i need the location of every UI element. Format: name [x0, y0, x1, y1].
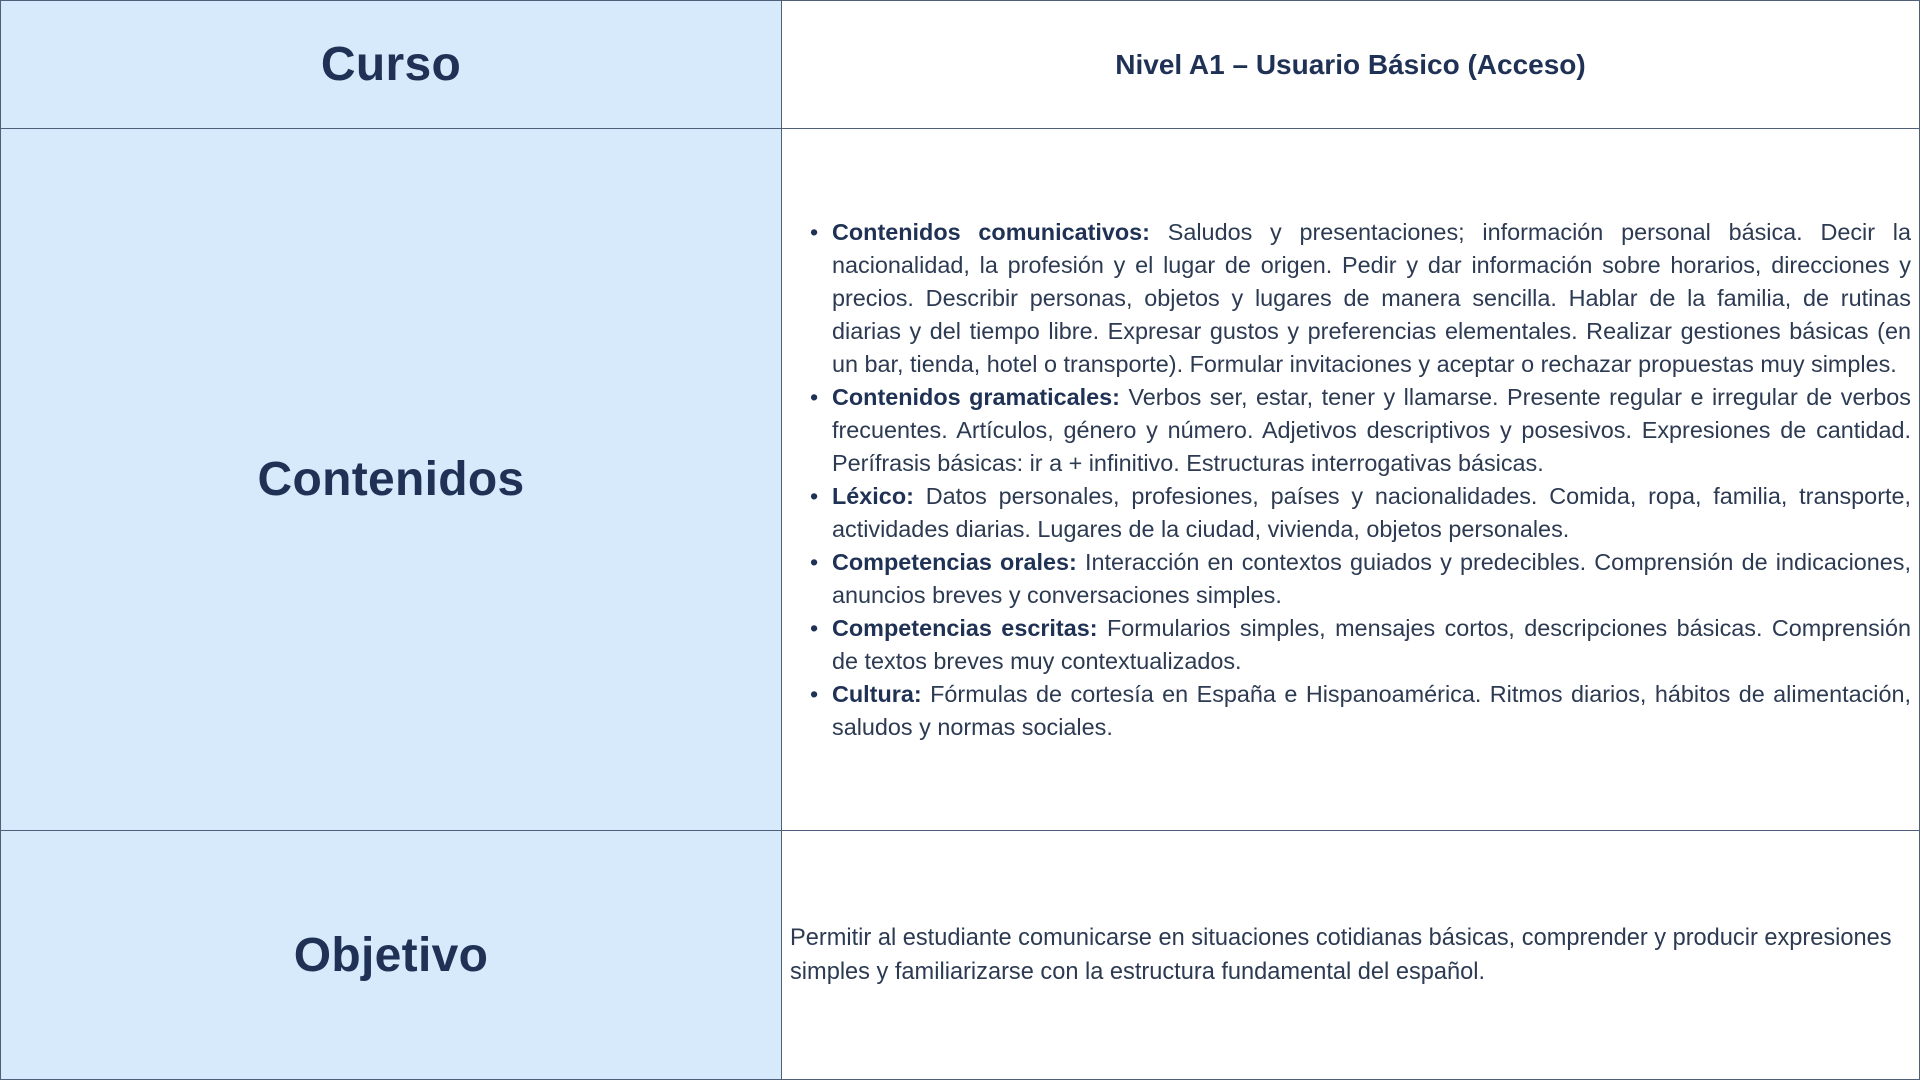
list-item — [810, 678, 1911, 744]
label-objetivo: Objetivo — [293, 928, 489, 982]
label-cell-objetivo — [1, 831, 782, 1079]
contents-list — [782, 216, 1919, 744]
list-item-text: Verbos ser, estar, tener y llamarse. Presente regular e irregular de verbos frecuentes. Artículos, género y número. Adjetivos descriptivos y posesivos. Expresiones de cantidad. Perífrasis básicas: ir a + infinitivo. Estructuras interrogativas básicas. — [832, 383, 1911, 476]
list-item-term: Contenidos gramaticales: — [832, 383, 1120, 410]
list-item-term: Cultura: — [832, 680, 922, 707]
list-item-term: Competencias orales: — [832, 548, 1077, 575]
bullet-icon: • — [810, 218, 819, 245]
list-item-term: Contenidos comunicativos: — [832, 218, 1150, 245]
table-row-contenidos — [1, 129, 1919, 831]
bullet-icon: • — [810, 614, 819, 641]
value-cell-objetivo — [782, 831, 1919, 1079]
list-item — [810, 546, 1911, 612]
course-level-title: Nivel A1 – Usuario Básico (Acceso) — [1115, 48, 1586, 80]
objective-text: Permitir al estudiante comunicarse en situaciones cotidianas básicas, comprender y producir expresiones simples y familiarizarse con la estructura fundamental del español. — [790, 925, 1892, 985]
list-item-text: Fórmulas de cortesía en España e Hispanoamérica. Ritmos diarios, hábitos de alimentación, saludos y normas sociales. — [832, 680, 1911, 740]
table-row-objetivo — [1, 831, 1919, 1079]
list-item — [810, 612, 1911, 678]
value-cell-contenidos — [782, 129, 1919, 830]
bullet-icon: • — [810, 680, 819, 707]
list-item-term: Léxico: — [832, 482, 914, 509]
list-item-text: Datos personales, profesiones, países y nacionalidades. Comida, ropa, familia, transporte, actividades diarias. Lugares de la ciudad, vivienda, objetos personales. — [832, 482, 1911, 542]
list-item-text: Saludos y presentaciones; información personal básica. Decir la nacionalidad, la profesión y el lugar de origen. Pedir y dar información sobre horarios, direcciones y precios. Describir personas, objetos y lugares de manera sencilla. Hablar de la familia, de rutinas diarias y del tiempo libre. Expresar gustos y preferencias elementales. Realizar gestiones básicas (en un bar, tienda, hotel o transporte). Formular invitaciones y aceptar o rechazar propuestas muy simples. — [832, 218, 1911, 377]
label-cell-curso — [1, 1, 782, 128]
bullet-icon: • — [810, 482, 819, 509]
list-item — [810, 480, 1911, 546]
bullet-icon: • — [810, 548, 819, 575]
list-item-text: Interacción en contextos guiados y predecibles. Comprensión de indicaciones, anuncios breves y conversaciones simples. — [832, 548, 1911, 608]
list-item — [810, 216, 1911, 381]
list-item-text: Formularios simples, mensajes cortos, descripciones básicas. Comprensión de textos breves muy contextualizados. — [832, 614, 1911, 674]
value-cell-curso — [782, 1, 1919, 128]
list-item — [810, 381, 1911, 480]
bullet-icon: • — [810, 383, 819, 410]
list-item-term: Competencias escritas: — [832, 614, 1098, 641]
label-contenidos: Contenidos — [257, 453, 525, 506]
label-cell-contenidos — [1, 129, 782, 830]
label-curso: Curso — [320, 38, 462, 91]
table-row-curso — [1, 1, 1919, 129]
